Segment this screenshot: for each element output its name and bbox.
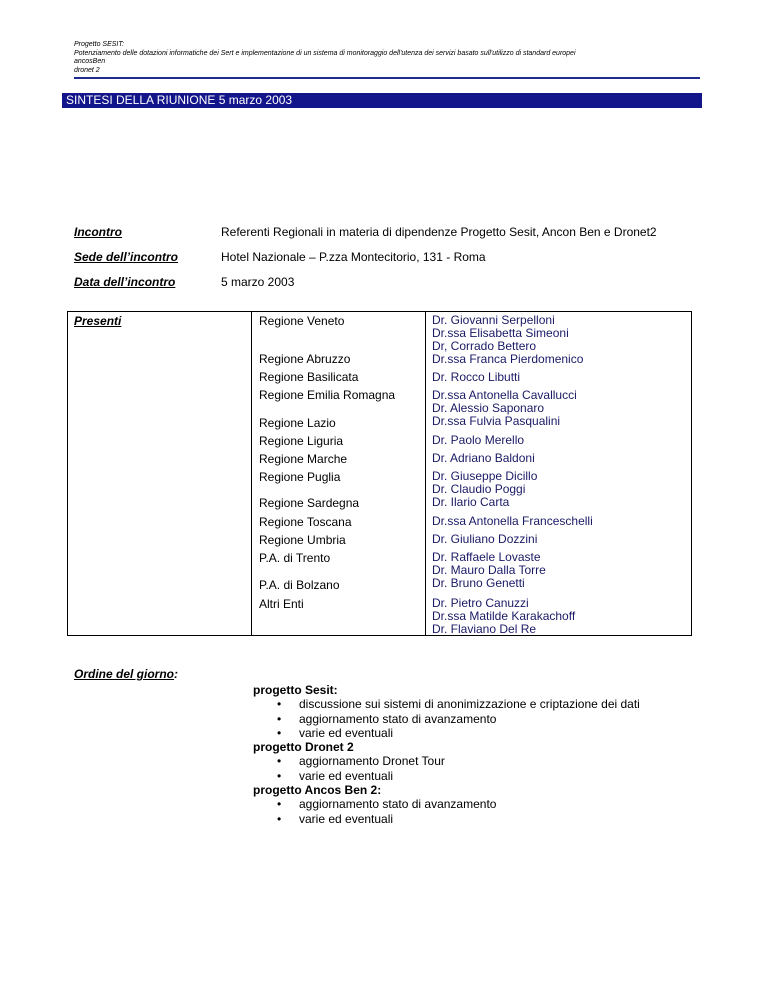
header-project: Progetto SESIT: [74,41,125,48]
agenda-item: • varie ed eventuali [253,769,640,783]
person-name: Dr.ssa Franca Pierdomenico [432,352,584,366]
person-name: Dr. Claudio Poggi [432,482,526,496]
document-header [74,41,576,75]
person-name: Dr. Alessio Saponaro [432,401,545,415]
person-name: Dr.ssa Matilde Karakachoff [432,609,576,623]
region-name: Regione Sardegna [259,496,360,510]
ordine-colon: : [174,667,179,681]
table-divider [251,312,252,635]
presenti-label: Presenti [74,314,122,328]
region-name: Regione Umbria [259,533,346,547]
presenti-table [67,311,692,636]
person-name: Dr. Raffaele Lovaste [432,550,541,564]
agenda-section-title: progetto Ancos Ben 2: [253,783,382,798]
person-name: Dr. Ilario Carta [432,495,510,509]
header-ancosben: ancosBen [74,58,106,65]
person-name: Dr. Giuliano Dozzini [432,532,538,546]
header-dronet: dronet 2 [74,66,100,74]
person-name: Dr. Rocco Libutti [432,370,521,384]
person-name: Dr. Giovanni Serpelloni [432,313,555,327]
header-rule [74,77,700,79]
agenda-item: • varie ed eventuali [253,726,640,740]
sede-value: Hotel Nazionale – P.zza Montecitorio, 131 - Roma [221,250,486,264]
region-name: Regione Abruzzo [259,352,351,366]
data-value: 5 marzo 2003 [221,275,295,289]
person-name: Dr.ssa Antonella Cavallucci [432,388,577,402]
person-name: Dr. Pietro Canuzzi [432,596,529,610]
data-label: Data dell’incontro [74,275,176,289]
person-name: Dr. Giuseppe Dicillo [432,469,538,483]
person-name: Dr.ssa Fulvia Pasqualini [432,414,561,428]
region-name: Regione Basilicata [259,370,359,384]
agenda-section-title: progetto Sesit: [253,683,338,697]
person-name: Dr, Corrado Bettero [432,339,537,353]
meeting-title-banner: SINTESI DELLA RIUNIONE 5 marzo 2003 [62,93,702,108]
region-name: Regione Marche [259,452,348,466]
agenda-item: • aggiornamento stato di avanzamento [253,797,640,811]
person-name: Dr. Bruno Genetti [432,576,525,590]
agenda-item: • varie ed eventuali [253,812,640,826]
ordine-label: Ordine del giorno [74,667,175,681]
region-name: Regione Veneto [259,314,345,328]
table-divider [425,312,426,635]
region-name: Altri Enti [259,597,304,611]
agenda-section-title: progetto Dronet 2 [253,740,354,755]
person-name: Dr. Flaviano Del Re [432,622,537,636]
region-name: Regione Emilia Romagna [259,388,396,402]
person-name: Dr.ssa Elisabetta Simeoni [432,326,569,340]
region-name: P.A. di Bolzano [259,578,340,592]
region-name: Regione Lazio [259,416,336,430]
incontro-label: Incontro [74,225,122,239]
person-name: Dr. Adriano Baldoni [432,451,535,465]
person-name: Dr. Mauro Dalla Torre [432,563,546,577]
person-name: Dr.ssa Antonella Franceschelli [432,514,593,528]
region-name: Regione Puglia [259,470,341,484]
agenda-item: • discussione sui sistemi di anonimizzazione e criptazione dei dati [253,697,640,711]
agenda-list [253,683,640,826]
ordine-label-wrap [74,667,178,681]
region-name: Regione Toscana [259,515,352,529]
region-name: P.A. di Trento [259,551,331,565]
sede-label: Sede dell’incontro [74,250,179,264]
person-name: Dr. Paolo Merello [432,433,525,447]
region-name: Regione Liguria [259,434,344,448]
agenda-item: • aggiornamento Dronet Tour [253,754,640,768]
header-description: Potenziamento delle dotazioni informatiche dei Sert e implementazione di un sistema di monitoraggio dell'utenza dei servizi basato sull'utilizzo di standard europei [74,49,576,57]
incontro-value: Referenti Regionali in materia di dipendenze Progetto Sesit, Ancon Ben e Dronet2 [221,225,657,239]
agenda-item: • aggiornamento stato di avanzamento [253,712,640,726]
